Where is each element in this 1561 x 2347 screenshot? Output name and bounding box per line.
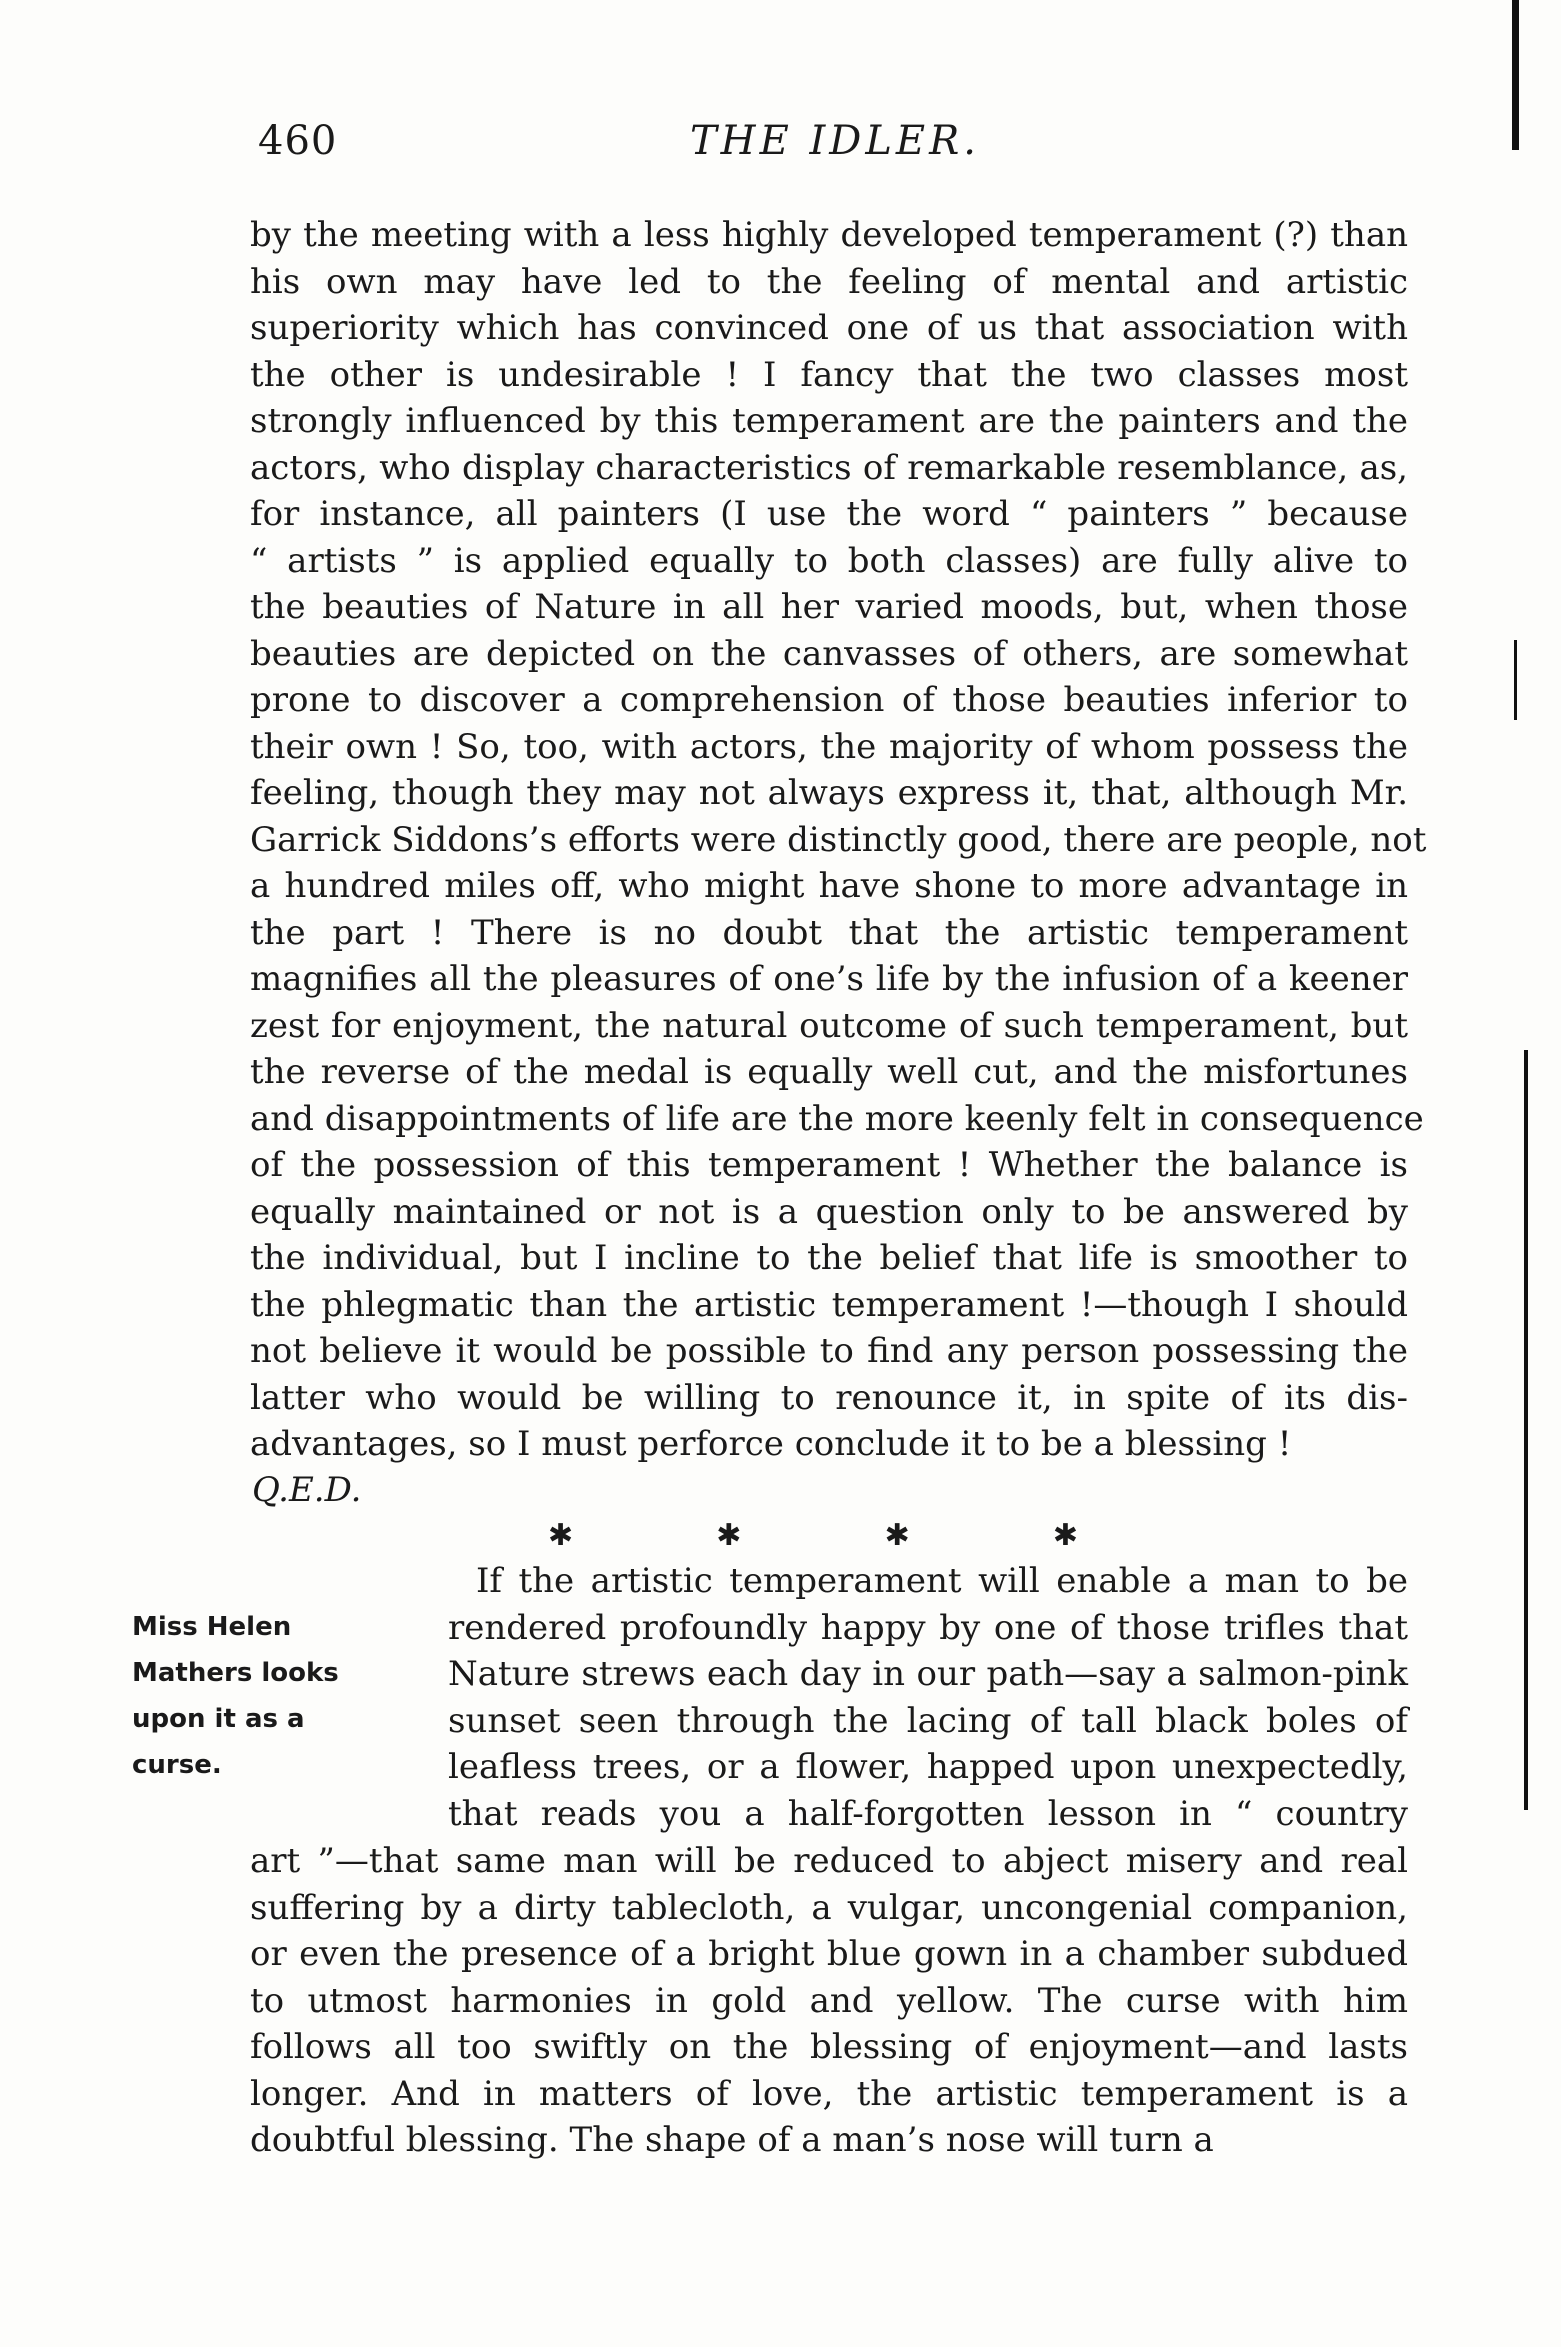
text-line: that reads you a half-forgotten lesson in “ country bbox=[448, 1793, 1408, 1834]
text-line: his own may have led to the feeling of mental and artistic bbox=[250, 261, 1408, 302]
text-line: If the artistic temperament will enable a man to be bbox=[476, 1561, 1408, 1601]
text-line: the beauties of Nature in all her varied moods, but, when those bbox=[250, 587, 1408, 627]
section-break-star: ✱ bbox=[884, 1518, 910, 1553]
binding-edge-mark bbox=[1512, 0, 1519, 150]
text-line: and disappointments of life are the more keenly felt in consequence bbox=[250, 1098, 1424, 1139]
text-line: the phlegmatic than the artistic temperament !—though I should bbox=[250, 1284, 1408, 1325]
text-line: for instance, all painters (I use the word “ painters ” because bbox=[250, 494, 1408, 534]
text-line: rendered profoundly happy by one of those trifles that bbox=[448, 1607, 1408, 1648]
section-break bbox=[548, 1518, 1078, 1553]
section-break-star: ✱ bbox=[548, 1518, 574, 1553]
paragraph-2-continuation bbox=[250, 1838, 1408, 2164]
text-line: advantages, so I must perforce conclude it to be a blessing ! bbox=[250, 1424, 1292, 1464]
text-line: the individual, but I incline to the belief that life is smoother to bbox=[250, 1238, 1408, 1278]
section-break-star: ✱ bbox=[716, 1518, 742, 1553]
text-line: doubtful blessing. The shape of a man’s nose will turn a bbox=[250, 2120, 1214, 2160]
text-line: beauties are depicted on the canvasses of others, are somewhat bbox=[250, 633, 1408, 674]
text-line: “ artists ” is applied equally to both classes) are fully alive to bbox=[250, 540, 1408, 581]
text-line: of the possession of this temperament ! Whether the balance is bbox=[250, 1145, 1408, 1185]
running-title: THE IDLER. bbox=[690, 118, 980, 164]
text-line: zest for enjoyment, the natural outcome of such temperament, but bbox=[250, 1005, 1408, 1046]
binding-edge-mark bbox=[1524, 1050, 1528, 1810]
margin-sidenote bbox=[132, 1604, 392, 1788]
text-line: strongly influenced by this temperament are the painters and the bbox=[250, 401, 1408, 441]
text-line: the reverse of the medal is equally well cut, and the misfortunes bbox=[250, 1052, 1408, 1092]
text-line: art ”—that same man will be reduced to abject misery and real bbox=[250, 1841, 1408, 1881]
sidenote-line: upon it as a bbox=[132, 1704, 305, 1734]
sidenote-line: Mathers looks bbox=[132, 1658, 339, 1688]
text-line: or even the presence of a bright blue gown in a chamber subdued bbox=[250, 1934, 1408, 1974]
text-line: the other is undesirable ! I fancy that the two classes most bbox=[250, 354, 1408, 395]
paragraph-2-indented bbox=[448, 1558, 1408, 1837]
page-header bbox=[0, 118, 1561, 178]
text-line: Garrick Siddons’s efforts were distinctly good, there are people, not bbox=[250, 819, 1427, 860]
text-line: a hundred miles off, who might have shone to more advantage in bbox=[250, 866, 1408, 906]
text-line: magnifies all the pleasures of one’s life by the infusion of a keener bbox=[250, 959, 1408, 999]
text-line: not believe it would be possible to find any person possessing the bbox=[250, 1331, 1408, 1371]
text-line: equally maintained or not is a question only to be answered by bbox=[250, 1191, 1408, 1232]
text-line: leafless trees, or a flower, happed upon unexpectedly, bbox=[448, 1747, 1408, 1787]
binding-edge-mark bbox=[1514, 640, 1517, 720]
text-line: prone to discover a comprehension of those beauties inferior to bbox=[250, 680, 1408, 720]
section-break-star: ✱ bbox=[1052, 1518, 1078, 1553]
text-line: follows all too swiftly on the blessing of enjoyment—and lasts bbox=[250, 2027, 1408, 2067]
text-line: superiority which has convinced one of us that association with bbox=[250, 308, 1408, 348]
text-line: Nature strews each day in our path—say a salmon-pink bbox=[448, 1654, 1408, 1694]
text-line: sunset seen through the lacing of tall black boles of bbox=[448, 1700, 1408, 1741]
text-line: to utmost harmonies in gold and yellow. The curse with him bbox=[250, 1980, 1408, 2021]
page-number: 460 bbox=[258, 118, 338, 164]
text-line: by the meeting with a less highly developed temperament (?) than bbox=[250, 215, 1408, 255]
text-line: their own ! So, too, with actors, the majority of whom possess the bbox=[250, 726, 1408, 767]
signature: Q.E.D. bbox=[252, 1470, 362, 1510]
text-line: feeling, though they may not always express it, that, although Mr. bbox=[250, 773, 1408, 813]
text-line: the part ! There is no doubt that the artistic temperament bbox=[250, 912, 1408, 953]
text-line: latter who would be willing to renounce it, in spite of its dis- bbox=[250, 1377, 1408, 1418]
text-line: actors, who display characteristics of remarkable resemblance, as, bbox=[250, 447, 1408, 488]
sidenote-line: curse. bbox=[132, 1750, 222, 1780]
text-line: suffering by a dirty tablecloth, a vulgar, uncongenial companion, bbox=[250, 1887, 1408, 1928]
sidenote-line: Miss Helen bbox=[132, 1612, 292, 1642]
paragraph-1 bbox=[250, 212, 1427, 1468]
text-line: longer. And in matters of love, the artistic temperament is a bbox=[250, 2073, 1408, 2114]
